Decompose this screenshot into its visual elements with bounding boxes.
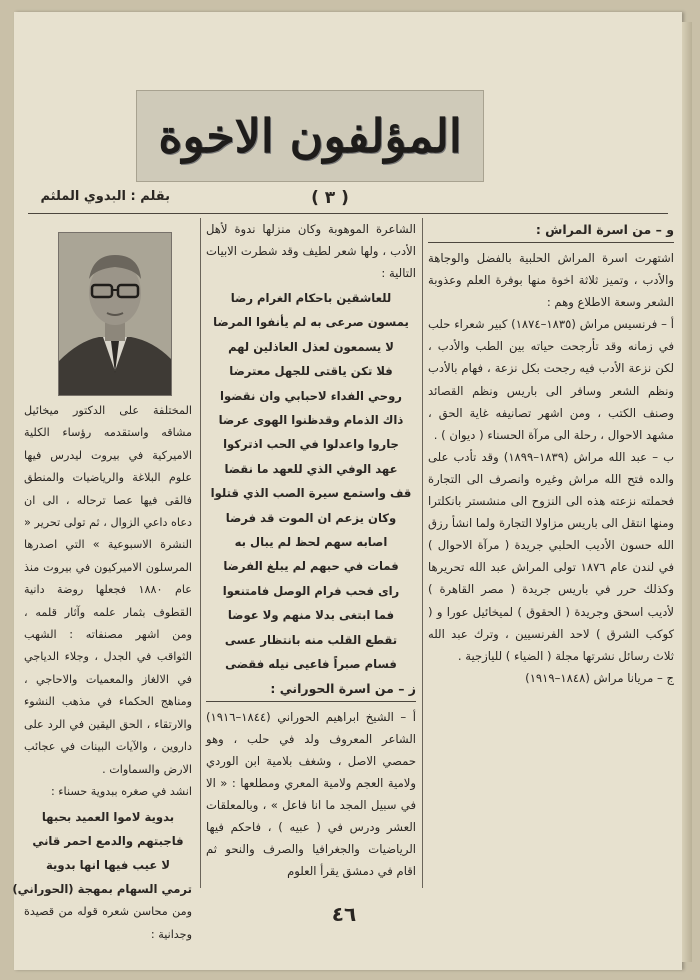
paragraph: ومن محاسن شعره قوله من قصيدة وجدانية : <box>24 905 192 941</box>
portrait-image <box>59 233 171 395</box>
column-divider-left <box>200 218 201 888</box>
title-banner <box>136 90 484 182</box>
verse-line: عهد الوفي الذي للعهد ما نقضا <box>224 461 398 476</box>
section-heading-marrash: و – من اسرة المراش : <box>428 218 674 243</box>
verse-line: روحي الفداء لاحبابي وان نقضوا <box>220 388 402 403</box>
verse-line: لا عيب فيها انها بدوية <box>45 858 170 873</box>
verse-line: قف واستمع سيرة الصب الذي قتلوا <box>210 486 412 501</box>
verse-line: راى فحب فرام الوصل فامتنعوا <box>222 583 400 598</box>
paragraph: المختلفة على الدكتور ميخائيل مشاقه واستقدمه رؤساء الكلية الاميركية في بيروت ليدرس فيها علوم البلاغة والرياضيات والمنطق فالقى فيها عصا ترحاله ، الى ان دعاه داعي الزوال ، ثم تولى تحرير « النشرة الاسبوعية » التي اصدرها المرسلون الاميركيون في بيروت منذ عام ١٨٨٠ فجعلها روضة دانية القطوف بثمار علمه وآثار قلمه ، ومن اشهر مصنفاته : الشهب الثواقب في الجدل ، وجلاء الدياجي في الالغاز والمعميات والاحاجي ، ومناهج الحكماء في مذهب النشوء والارتقاء ، الحق اليقين في الرد على داروين ، والآيات البينات في عجائب الارض والسماوات . <box>24 404 192 776</box>
paragraph: انشد في صغره ببدوية حسناء : <box>50 784 192 798</box>
column-right <box>428 218 674 689</box>
part-number: ( ٣ ) <box>311 188 349 208</box>
article-title: المؤلفون الاخوة <box>158 109 462 163</box>
verse-line: فاجبتهم والدمع احمر قاني <box>32 834 184 849</box>
paragraph: ج – مريانا مراش (١٨٤٨–١٩١٩) <box>525 670 674 685</box>
column-left <box>12 400 192 946</box>
section-heading-hourani: ز – من اسرة الحوراني : <box>206 677 416 702</box>
verse-line: ترمي السهام بمهجة (الحوراني) <box>12 882 192 897</box>
paragraph: الشاعرة الموهوبة وكان منزلها ندوة لأهل الأدب ، ولها شعر لطيف وقد شطرت الابيات التالية : <box>206 222 416 280</box>
paragraph: اشتهرت اسرة المراش الحلبية بالفضل والوجاهة والأدب ، وتميز ثلاثة اخوة منها بوفرة العلم وعذوبة الشعر وسعة الاطلاع وهم : <box>428 251 674 310</box>
verse-line: تقطع القلب منه بانتظار عسى <box>224 632 398 647</box>
author-byline: بقلم : البدوي الملثم <box>40 189 170 204</box>
column-divider-right <box>422 218 423 888</box>
paragraph: أ – الشيخ ابراهيم الحوراني (١٨٤٤–١٩١٦) الشاعر المعروف ولد في حلب ، وهو حمصي الاصل ، وشغف بلامية ابن الوردي ولامية العجم ولامية المعري ومطلعها : « الا في سبيل المجد ما انا فاعل » ، وبالمعلقات العشر ودرس في ( عبيه ) ، فاحكم فيها الرياضيات والجغرافيا والصرف والنحو ثم اقام في دمشق يقرأ العلوم <box>206 709 416 878</box>
verse-line: فلا تكن ياقتى للجهل معترضا <box>229 364 393 379</box>
verse-line: لا يسمعون لعذل العاذلين لهم <box>228 339 394 354</box>
verse-line: يمسون صرعى به لم يأنفوا المرضا <box>213 315 409 330</box>
paragraph: أ – فرنسيس مراش (١٨٣٥–١٨٧٤) كبير شعراء حلب في زمانه وقد تأرجحت حياته بين الطب والأدب ، لكن نزعة الأدب فيه رجحت بكل نزعة ، فهام بالأدب ونظم الشعر وسافر الى باريس ونظم القصائد وصنف الكتب ، ومن اشهر تصانيفه غاية الحق ، مشهد الاحوال ، رحلة الى مرآة الحسناء ( ديوان ) . <box>428 317 674 442</box>
portrait-photo <box>58 232 172 396</box>
poem-verses-left <box>12 805 192 901</box>
column-middle <box>206 218 416 882</box>
verse-line: اصابه سهم لحظ لم يبال به <box>234 535 388 550</box>
verse-line: فمات في حبهم لم يبلغ الفرضا <box>223 559 399 574</box>
verse-line: جاروا واعدلوا في الحب اذتركوا <box>223 437 399 452</box>
verse-line: ذاك الذمام وقدظنوا الهوى عرضا <box>218 413 404 428</box>
verse-line: فسام صبراً فاعيى نيله فقضى <box>225 657 397 672</box>
magazine-page <box>14 12 682 970</box>
page-edge-shadow <box>682 22 692 962</box>
poem-verses <box>206 286 416 677</box>
header-rule <box>28 213 668 214</box>
paragraph: ب – عبد الله مراش (١٨٣٩–١٨٩٩) وقد تأدب على والده فتح الله مراش وغيره وانصرف الى التجارة فحملته نزعته هذه الى النزوح الى منشستر بانكلترا ومنها انتقل الى باريس مزاولا التجارة ولما انشأ رزق الله حسون الأديب الحلبي جريدة ( مرآة الاحوال ) في لندن عام ١٨٧٦ تولى المراش عبد الله تحريرها وكذلك حرر في باريس جريدة ( مصر القاهرة ) لأديب اسحق وجريدة ( الحقوق ) لميخائيل عورا و ( كوكب الشرق ) لاحد الفرنسيين ، وترك عبد الله ثلاث رسائل نشرتها مجلة ( الضياء ) لليازجية . <box>428 449 675 663</box>
verse-line: فما ابتغى بدلا منهم ولا عوضا <box>227 608 395 623</box>
verse-line: بدوية لاموا العميد بحبها <box>41 810 175 825</box>
page-number: ٤٦ <box>331 902 357 926</box>
verse-line: وكان يزعم ان الموت قد فرضا <box>225 510 397 525</box>
verse-line: للعاشقين باحكام الغرام رضا <box>230 291 392 305</box>
